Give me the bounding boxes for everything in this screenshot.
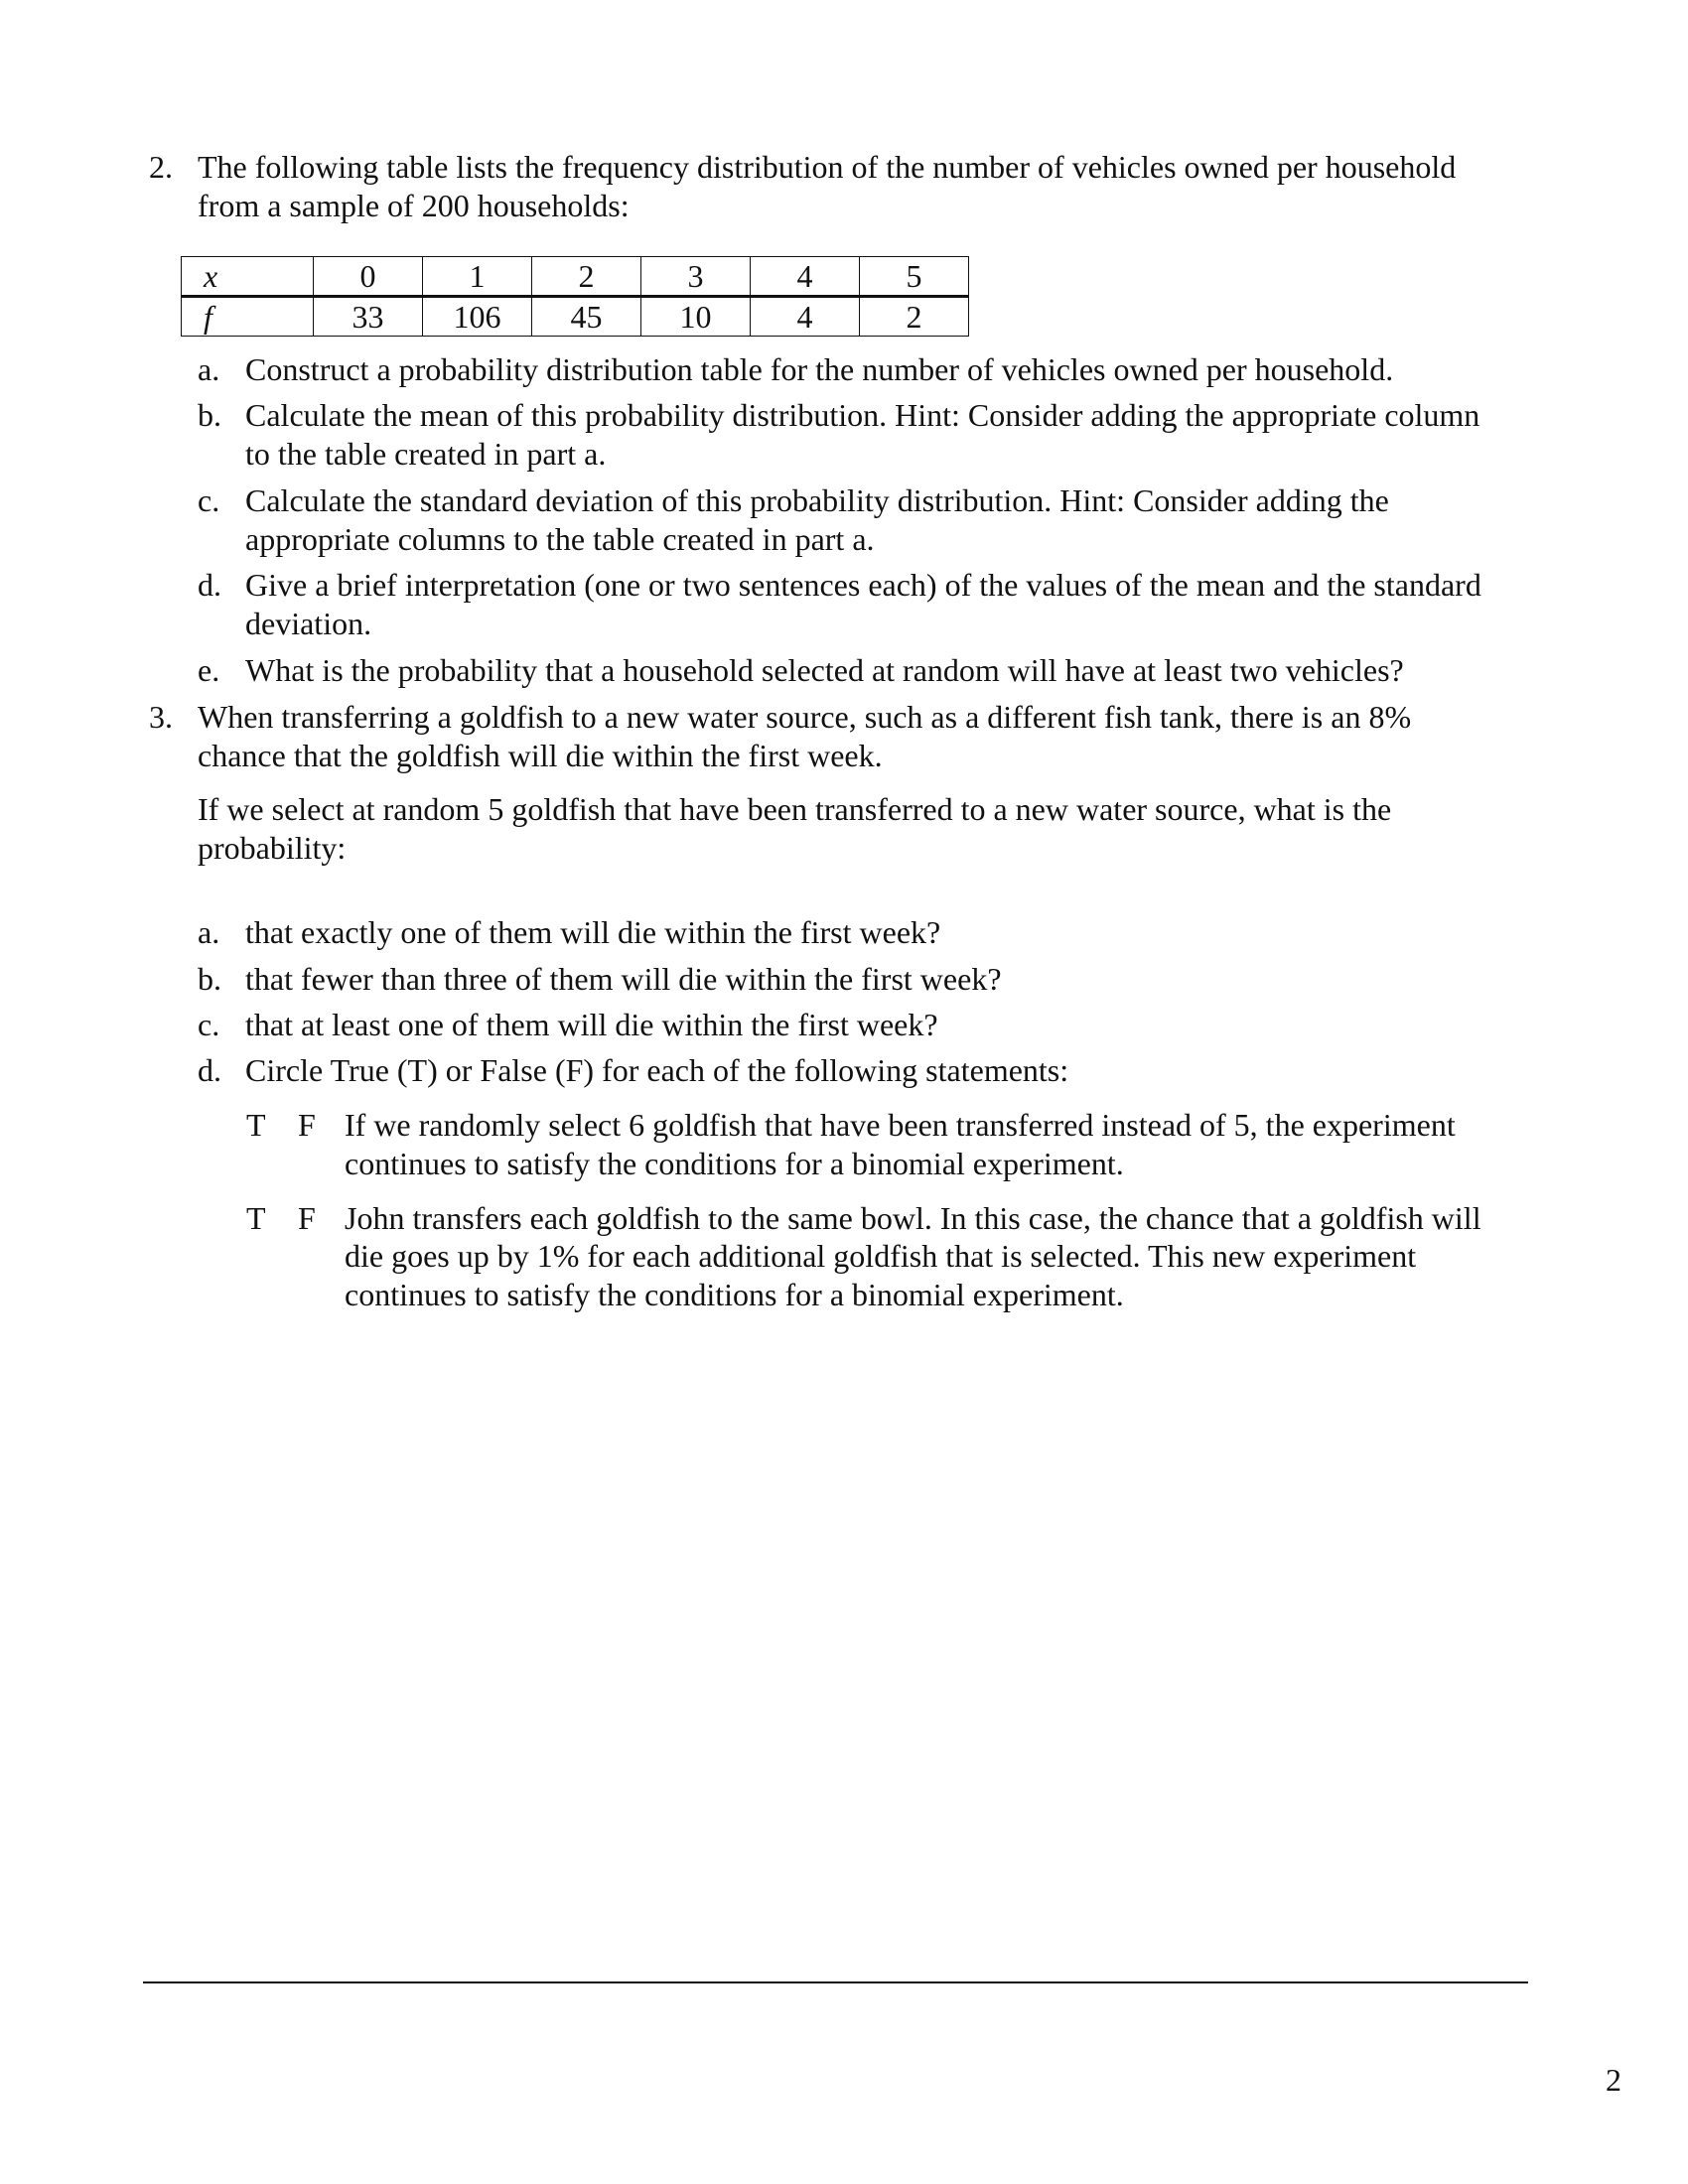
false-option: F — [298, 1107, 316, 1143]
x-cell: 2 — [532, 257, 641, 297]
question-text: The following table lists the frequency distribution of the number of vehicles owned per household — [198, 149, 1457, 185]
f-header: f — [182, 297, 314, 337]
part-text: that at least one of them will die within the first week? — [245, 1007, 938, 1042]
part-label: c. — [198, 1007, 220, 1042]
part-label: e. — [198, 652, 220, 688]
page-number: 2 — [1606, 2062, 1621, 2098]
statement-text: continues to satisfy the conditions for a binomial experiment. — [345, 1277, 1124, 1312]
x-cell: 4 — [751, 257, 860, 297]
part-label: b. — [198, 961, 221, 997]
question-text: chance that the goldfish will die within the first week. — [198, 738, 883, 773]
question-number: 3. — [149, 699, 173, 735]
part-text: deviation. — [245, 606, 372, 641]
question-text: probability: — [198, 830, 347, 866]
part-label: c. — [198, 482, 220, 518]
part-text: appropriate columns to the table created in part a. — [245, 521, 875, 557]
part-label: a. — [198, 914, 220, 950]
statement-text: John transfers each goldfish to the same bowl. In this case, the chance that a goldfish will — [345, 1200, 1481, 1236]
f-cell: 2 — [860, 297, 969, 337]
statement-text: continues to satisfy the conditions for a binomial experiment. — [345, 1146, 1124, 1181]
x-header: x — [182, 257, 314, 297]
part-text: Calculate the standard deviation of this probability distribution. Hint: Consider adding the — [245, 482, 1389, 518]
f-cell: 33 — [314, 297, 423, 337]
part-text: that exactly one of them will die within the first week? — [245, 914, 941, 950]
false-option: F — [298, 1200, 316, 1236]
part-text: Construct a probability distribution table for the number of vehicles owned per household. — [245, 351, 1394, 387]
part-text: Circle True (T) or False (F) for each of the following statements: — [245, 1052, 1069, 1088]
part-text: What is the probability that a household selected at random will have at least two vehicles? — [245, 652, 1404, 688]
statement-text: If we randomly select 6 goldfish that have been transferred instead of 5, the experiment — [345, 1107, 1456, 1143]
f-cell: 10 — [641, 297, 751, 337]
x-cell: 3 — [641, 257, 751, 297]
part-text: that fewer than three of them will die within the first week? — [245, 961, 1002, 997]
part-label: a. — [198, 351, 220, 387]
footer-divider — [143, 1981, 1528, 1983]
part-text: Calculate the mean of this probability distribution. Hint: Consider adding the appropriate column — [245, 397, 1480, 433]
f-cell: 45 — [532, 297, 641, 337]
frequency-table — [181, 256, 969, 337]
part-label: d. — [198, 567, 221, 603]
true-option: T — [246, 1200, 266, 1236]
part-label: d. — [198, 1052, 221, 1088]
question-text: from a sample of 200 households: — [198, 188, 630, 223]
true-option: T — [246, 1107, 266, 1143]
statement-text: die goes up by 1% for each additional goldfish that is selected. This new experiment — [345, 1238, 1417, 1274]
f-cell: 106 — [423, 297, 532, 337]
part-label: b. — [198, 397, 221, 433]
x-cell: 1 — [423, 257, 532, 297]
question-text: When transferring a goldfish to a new water source, such as a different fish tank, there is an 8% — [198, 699, 1412, 735]
f-cell: 4 — [751, 297, 860, 337]
x-cell: 5 — [860, 257, 969, 297]
question-number: 2. — [149, 149, 173, 185]
x-cell: 0 — [314, 257, 423, 297]
part-text: Give a brief interpretation (one or two sentences each) of the values of the mean and the standard — [245, 567, 1481, 603]
question-text: If we select at random 5 goldfish that have been transferred to a new water source, what is the — [198, 791, 1392, 827]
part-text: to the table created in part a. — [245, 436, 607, 472]
